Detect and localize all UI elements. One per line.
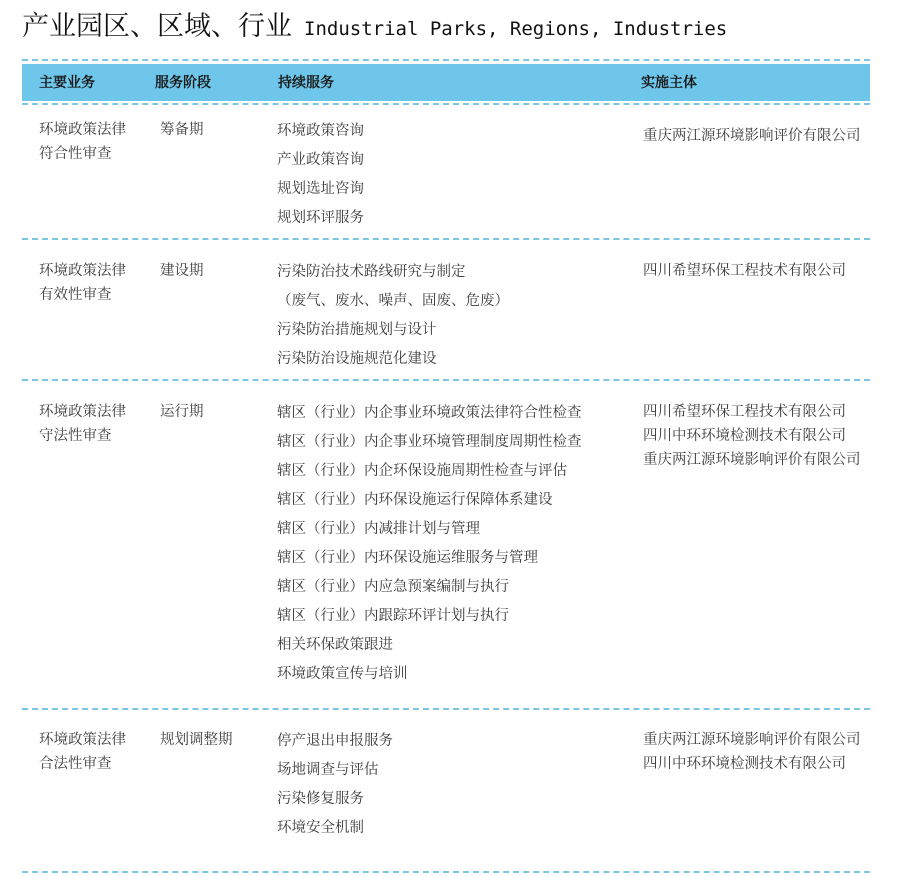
service-item: 污染防治技术路线研究与制定 [277,264,466,280]
service-item: 辖区（行业）内环保设施运行保障体系建设 [277,492,553,508]
row-main-business [39,400,149,448]
entity-item: 四川希望环保工程技术有限公司 [643,404,846,420]
main-business-line: 有效性审查 [39,287,112,303]
main-business-line: 符合性审查 [39,146,112,162]
row-main-business [39,728,149,776]
row-service-stage: 建设期 [160,263,204,279]
divider-top [22,59,870,61]
row-entities [643,259,883,283]
divider-row-2 [22,379,870,381]
service-item: 辖区（行业）内环保设施运维服务与管理 [277,550,538,566]
row-service-stage: 运行期 [160,404,204,420]
row-services [277,258,627,374]
service-item: 污染防治设施规范化建设 [277,351,437,367]
service-item: 辖区（行业）内企环保设施周期性检查与评估 [277,463,567,479]
divider-row-3 [22,708,870,710]
service-item: 辖区（行业）内企事业环境政策法律符合性检查 [277,405,582,421]
table-header [22,64,870,101]
row-entities [643,400,883,472]
service-item: （废气、废水、噪声、固废、危废） [277,293,509,309]
row-services [277,399,627,689]
entity-item: 四川希望环保工程技术有限公司 [643,263,846,279]
row-main-business [39,259,149,307]
header-continuous-service: 持续服务 [278,75,334,91]
service-item: 辖区（行业）内跟踪环评计划与执行 [277,608,509,624]
main-business-line: 环境政策法律 [39,263,126,279]
divider-row-1 [22,238,870,240]
row-service-stage: 规划调整期 [160,732,233,748]
divider-bottom [22,871,870,873]
service-item: 规划环评服务 [277,210,364,226]
main-business-line: 环境政策法律 [39,404,126,420]
page-title-en: Industrial Parks, Regions, Industries [304,18,728,40]
row-services [277,117,627,233]
entity-item: 重庆两江源环境影响评价有限公司 [643,128,861,144]
service-item: 辖区（行业）内应急预案编制与执行 [277,579,509,595]
main-business-line: 环境政策法律 [39,122,126,138]
service-item: 辖区（行业）内减排计划与管理 [277,521,480,537]
page-title [22,4,727,44]
service-item: 规划选址咨询 [277,181,364,197]
main-business-line: 合法性审查 [39,756,112,772]
row-entities [643,124,883,148]
main-business-line: 环境政策法律 [39,732,126,748]
header-service-stage: 服务阶段 [155,75,211,91]
entity-item: 四川中环环境检测技术有限公司 [643,756,846,772]
service-item: 环境安全机制 [277,820,364,836]
page-title-cn: 产业园区、区域、行业 [22,11,292,42]
row-service-stage: 筹备期 [160,122,204,138]
service-item: 污染修复服务 [277,791,364,807]
row-services [277,727,627,843]
service-item: 环境政策宣传与培训 [277,666,408,682]
service-item: 污染防治措施规划与设计 [277,322,437,338]
service-item: 辖区（行业）内企事业环境管理制度周期性检查 [277,434,582,450]
service-item: 产业政策咨询 [277,152,364,168]
row-main-business [39,118,149,166]
header-main-business: 主要业务 [39,75,95,91]
entity-item: 重庆两江源环境影响评价有限公司 [643,452,861,468]
service-item: 场地调查与评估 [277,762,379,778]
service-item: 停产退出申报服务 [277,733,393,749]
main-business-line: 守法性审查 [39,428,112,444]
service-item: 环境政策咨询 [277,123,364,139]
entity-item: 四川中环环境检测技术有限公司 [643,428,846,444]
service-item: 相关环保政策跟进 [277,637,393,653]
header-implementing-entity: 实施主体 [641,75,697,91]
entity-item: 重庆两江源环境影响评价有限公司 [643,732,861,748]
divider-header [22,103,870,105]
row-entities [643,728,883,776]
